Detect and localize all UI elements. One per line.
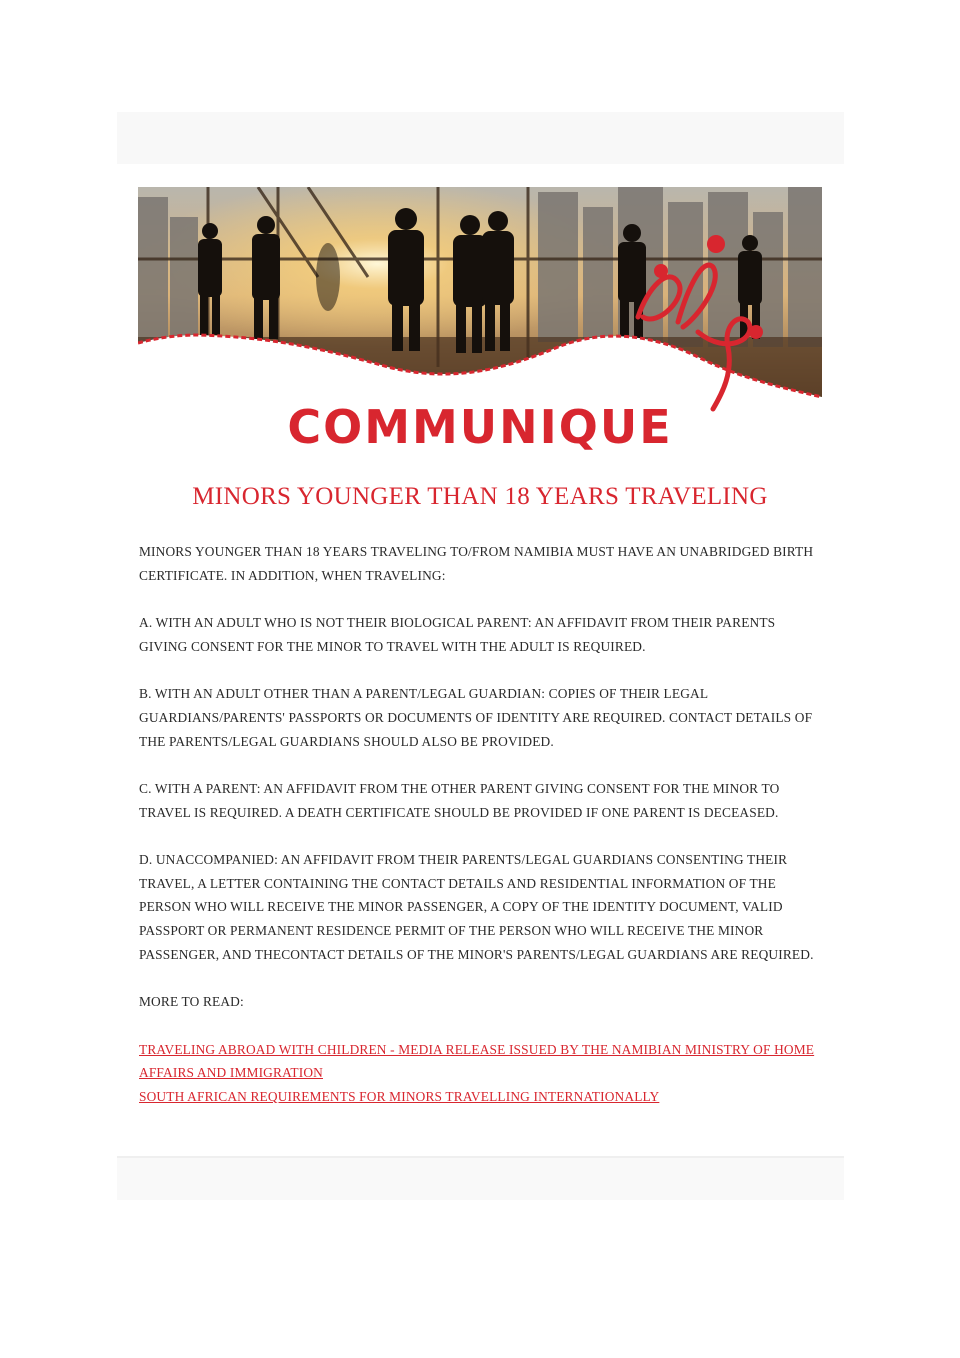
item-c-paragraph: C. WITH A PARENT: AN AFFIDAVIT FROM THE OTHER PARENT GIVING CONSENT FOR THE MINOR TO TRAVEL IS REQUIRED. A DEATH CERTIFICATE SHOULD BE PROVIDED IF ONE PARENT IS DECEASED. [139, 780, 780, 820]
link-traveling-abroad-with-children[interactable]: TRAVELING ABROAD WITH CHILDREN - MEDIA RELEASE ISSUED BY THE NAMIBIAN MINISTRY OF HOME AFFAIRS AND IMMIGRATION [139, 1041, 815, 1081]
document-body [139, 540, 819, 1109]
item-d-paragraph: D. UNACCOMPANIED: AN AFFIDAVIT FROM THEIR PARENTS/LEGAL GUARDIANS CONSENTING THEIR TRAVEL, A LETTER CONTAINING THE CONTACT DETAILS AND RESIDENTIAL INFORMATION OF THE PERSON WHO WILL RECEIVE THE MINOR PASSENGER, A COPY OF THE IDENTITY DOCUMENT, VALID PASSPORT OR PERMANENT RESIDENCE PERMIT OF THE PERSON WHO WILL RECEIVE THE MINOR PASSENGER, AND THECONTACT DETAILS OF THE MINOR'S PARENTS/LEGAL GUARDIANS ARE REQUIRED. [139, 852, 814, 962]
top-band [117, 112, 844, 164]
banner-image [138, 187, 822, 427]
page-title: MINORS YOUNGER THAN 18 YEARS TRAVELING [192, 483, 768, 510]
intro-paragraph: MINORS YOUNGER THAN 18 YEARS TRAVELING TO/FROM NAMIBIA MUST HAVE AN UNABRIDGED BIRTH CERTIFICATE. IN ADDITION, WHEN TRAVELING: [139, 544, 814, 583]
item-a-paragraph: A. WITH AN ADULT WHO IS NOT THEIR BIOLOGICAL PARENT: AN AFFIDAVIT FROM THEIR PARENTS GIVING CONSENT FOR THE MINOR TO TRAVEL WITH THE ADULT IS REQUIRED. [139, 615, 776, 654]
bottom-band [117, 1156, 844, 1200]
item-b-paragraph: B. WITH AN ADULT OTHER THAN A PARENT/LEGAL GUARDIAN: COPIES OF THEIR LEGAL GUARDIANS/PARENTS' PASSPORTS OR DOCUMENTS OF IDENTITY ARE REQUIRED. CONTACT DETAILS OF THE PARENTS/LEGAL GUARDIANS SHOULD ALSO BE PROVIDED. [139, 686, 813, 749]
more-to-read-links [139, 1038, 819, 1109]
communique-title: COMMUNIQUE [287, 400, 673, 454]
more-to-read-label: MORE TO READ: [139, 994, 244, 1010]
link-south-african-requirements[interactable]: SOUTH AFRICAN REQUIREMENTS FOR MINORS TRAVELLING INTERNATIONALLY [139, 1089, 660, 1105]
